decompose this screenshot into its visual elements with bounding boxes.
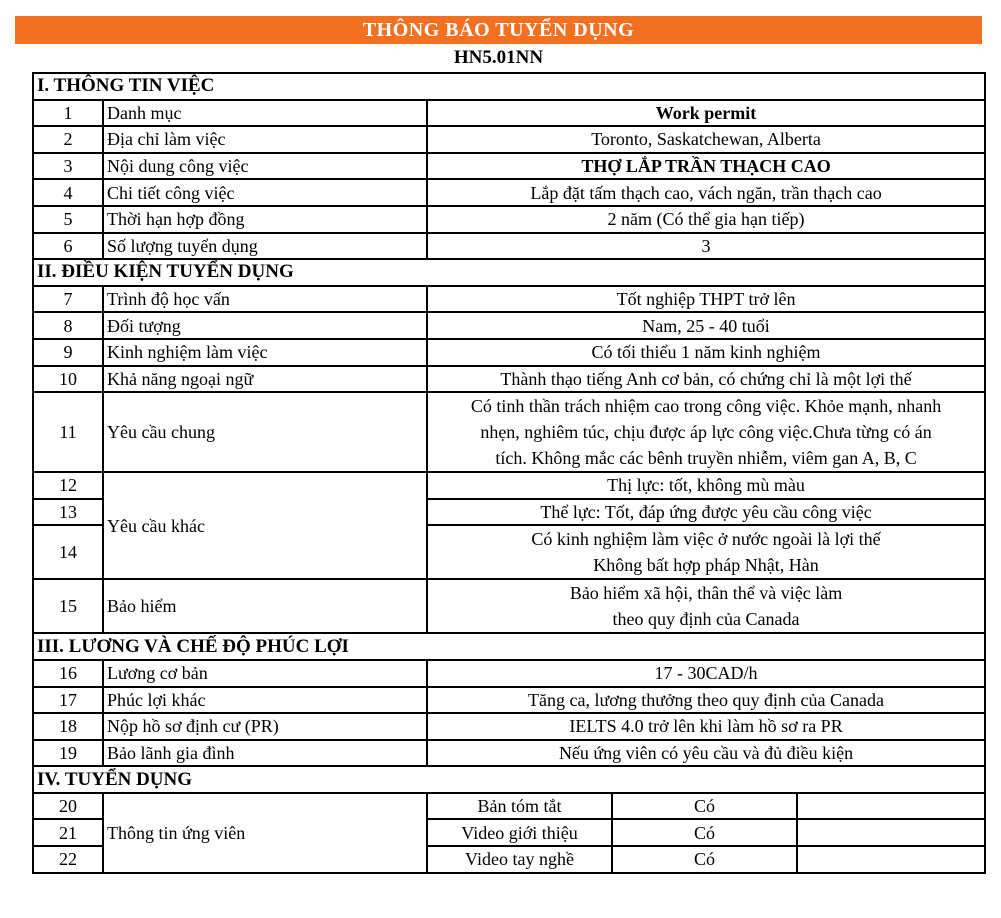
table-row: [33, 286, 985, 313]
row-label: Yêu cầu chung: [103, 392, 427, 472]
table-row: [33, 126, 985, 153]
document-extra: [797, 846, 985, 873]
table-row: [33, 687, 985, 714]
row-label: Trình độ học vấn: [103, 286, 427, 313]
row-value: Toronto, Saskatchewan, Alberta: [427, 126, 985, 153]
row-value: Tốt nghiệp THPT trở lên: [427, 286, 985, 313]
document-status: Có: [612, 793, 797, 820]
row-label: Địa chỉ làm việc: [103, 126, 427, 153]
document-status: Có: [612, 819, 797, 846]
table-row: [33, 366, 985, 393]
text-line: nhẹn, nghiêm túc, chịu được áp lực công việc.Chưa từng có án: [480, 422, 932, 443]
row-label: Chi tiết công việc: [103, 179, 427, 206]
row-value: [427, 392, 985, 472]
row-value: 3: [427, 233, 985, 260]
table-row: [33, 100, 985, 127]
row-number: 7: [33, 286, 103, 313]
notice-title: THÔNG BÁO TUYỂN DỤNG: [362, 18, 635, 41]
row-value: Lắp đặt tấm thạch cao, vách ngăn, trần thạch cao: [427, 179, 985, 206]
table-row: [33, 153, 985, 180]
row-value: IELTS 4.0 trở lên khi làm hồ sơ ra PR: [427, 713, 985, 740]
document-item: Video tay nghề: [427, 846, 612, 873]
row-label: Khả năng ngoại ngữ: [103, 366, 427, 393]
document-item: Bản tóm tắt: [427, 793, 612, 820]
row-label: Bảo lãnh gia đình: [103, 740, 427, 767]
table-row: [33, 713, 985, 740]
row-label: Lương cơ bản: [103, 660, 427, 687]
table-row: [33, 179, 985, 206]
row-value: Thành thạo tiếng Anh cơ bản, có chứng chỉ là một lợi thế: [427, 366, 985, 393]
table-row: [33, 312, 985, 339]
row-label: Đối tượng: [103, 312, 427, 339]
row-value: THỢ LẮP TRẦN THẠCH CAO: [427, 153, 985, 180]
text-line: theo quy định của Canada: [612, 609, 800, 630]
row-label: Danh mục: [103, 100, 427, 127]
row-label: Thời hạn hợp đồng: [103, 206, 427, 233]
section-header-row: [33, 766, 985, 793]
table-row: [33, 472, 985, 499]
notice-title-banner: [15, 16, 982, 44]
section-header-row: [33, 259, 985, 286]
row-number: 13: [33, 499, 103, 526]
row-number: 19: [33, 740, 103, 767]
table-row: [33, 793, 985, 820]
row-number: 5: [33, 206, 103, 233]
row-value: Work permit: [427, 100, 985, 127]
row-label: Nội dung công việc: [103, 153, 427, 180]
row-label: Số lượng tuyển dụng: [103, 233, 427, 260]
row-value: Thể lực: Tốt, đáp ứng được yêu cầu công việc: [427, 499, 985, 526]
row-number: 11: [33, 392, 103, 472]
document-status: Có: [612, 846, 797, 873]
row-number: 9: [33, 339, 103, 366]
row-number: 6: [33, 233, 103, 260]
row-value: [427, 525, 985, 579]
job-details-table: [32, 72, 986, 874]
row-value: Có tối thiểu 1 năm kinh nghiệm: [427, 339, 985, 366]
row-value: 17 - 30CAD/h: [427, 660, 985, 687]
row-number: 8: [33, 312, 103, 339]
row-number: 22: [33, 846, 103, 873]
section-title: I. THÔNG TIN VIỆC: [33, 73, 985, 100]
document-extra: [797, 819, 985, 846]
row-number: 4: [33, 179, 103, 206]
document-item: Video giới thiệu: [427, 819, 612, 846]
section-title: II. ĐIỀU KIỆN TUYỂN DỤNG: [33, 259, 985, 286]
section-title: IV. TUYỂN DỤNG: [33, 766, 985, 793]
job-details-sheet: [32, 72, 984, 874]
table-row: [33, 392, 985, 472]
row-number: 3: [33, 153, 103, 180]
row-number: 17: [33, 687, 103, 714]
document-extra: [797, 793, 985, 820]
table-row: [33, 740, 985, 767]
text-line: tích. Không mắc các bênh truyền nhiễm, viêm gan A, B, C: [495, 448, 917, 469]
row-value: 2 năm (Có thể gia hạn tiếp): [427, 206, 985, 233]
text-line: Có tinh thần trách nhiệm cao trong công việc. Khỏe mạnh, nhanh: [470, 396, 942, 417]
row-label: Kinh nghiệm làm việc: [103, 339, 427, 366]
row-value: Nếu ứng viên có yêu cầu và đủ điều kiện: [427, 740, 985, 767]
table-row: [33, 339, 985, 366]
row-number: 2: [33, 126, 103, 153]
row-label: Bảo hiểm: [103, 579, 427, 633]
text-line: Không bất hợp pháp Nhật, Hàn: [593, 555, 819, 576]
row-value: Thị lực: tốt, không mù màu: [427, 472, 985, 499]
row-label: Nộp hồ sơ định cư (PR): [103, 713, 427, 740]
row-label: Phúc lợi khác: [103, 687, 427, 714]
row-value: Tăng ca, lương thưởng theo quy định của Canada: [427, 687, 985, 714]
row-number: 16: [33, 660, 103, 687]
table-row: [33, 660, 985, 687]
row-value: Nam, 25 - 40 tuổi: [427, 312, 985, 339]
row-number: 10: [33, 366, 103, 393]
table-row: [33, 206, 985, 233]
section-title: III. LƯƠNG VÀ CHẾ ĐỘ PHÚC LỢI: [33, 633, 985, 660]
row-number: 12: [33, 472, 103, 499]
row-number: 15: [33, 579, 103, 633]
job-code: HN5.01NN: [453, 47, 544, 68]
row-number: 1: [33, 100, 103, 127]
table-row: [33, 233, 985, 260]
row-number: 21: [33, 819, 103, 846]
row-label: Yêu cầu khác: [103, 472, 427, 579]
section-header-row: [33, 633, 985, 660]
row-number: 14: [33, 525, 103, 579]
row-value: [427, 579, 985, 633]
row-label: Thông tin ứng viên: [103, 793, 427, 873]
table-row: [33, 579, 985, 633]
row-number: 20: [33, 793, 103, 820]
text-line: Có kinh nghiệm làm việc ở nước ngoài là lợi thế: [531, 529, 881, 550]
section-header-row: [33, 73, 985, 100]
text-line: Bảo hiểm xã hội, thân thể và việc làm: [569, 583, 843, 604]
row-number: 18: [33, 713, 103, 740]
